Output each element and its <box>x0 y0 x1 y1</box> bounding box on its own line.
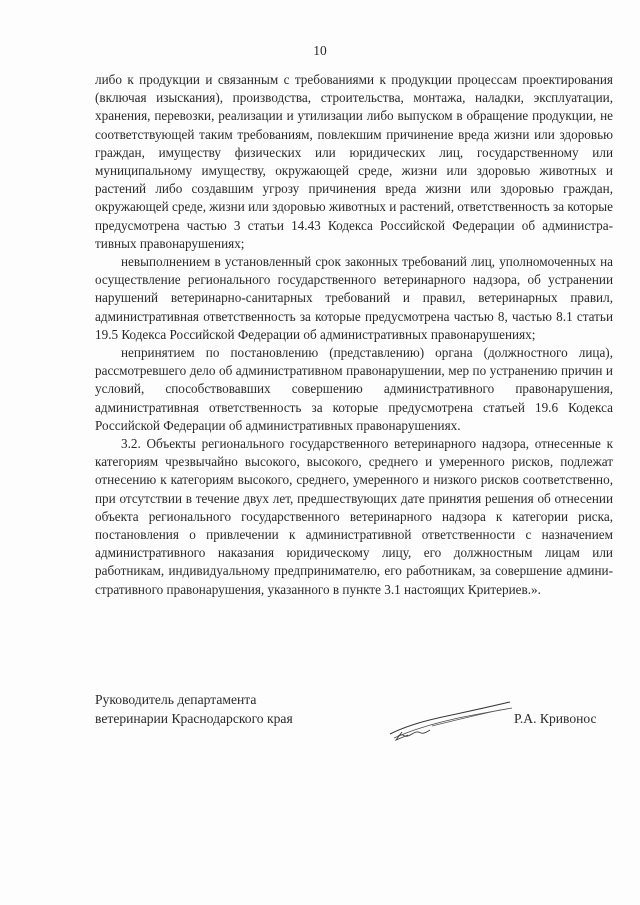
paragraph-3-2: 3.2. Объекты регионального государственного ветеринарного надзора, отнесенные к категориям чрезвычайно высокого, высокого, среднего и умеренного рисков, подлежат отнесению к категориям высокого, среднего, умеренного и низкого рисков соответственно, при отсутствии в течение двух лет, предшествующих дате принятия решения об отнесении объекта регионального государственного ветеринарного надзора к категории риска, постановления о привлечении к административной ответственности с назначением административного наказания юридическому лицу, его должностным лицам или работникам, индивидуальному предпринимателю, его работникам, за совершение административного правонарушения, указанного в пункте 3.1 настоящих Критериев.». <box>95 436 613 597</box>
signatory-title-line2: ветеринарии Краснодарского края <box>95 710 293 726</box>
handwritten-signature <box>372 688 522 748</box>
signatory-name: Р.А. Кривонос <box>514 711 597 726</box>
paragraph-continuation: либо к продукции и связанным с требованиями к продукции процессам проектирования (включая изыскания), производства, строительства, монтажа, наладки, эксплуатации, хранения, перевозки, реализации и утилизации либо выпуском в обращение продукции, не соответствующей таким требованиям, повлекшим причинение вреда жизни или здоровью граждан, имуществу физических или юридических лиц, государственному или муниципальному имуществу, окружающей среде, жизни или здоровью животных и растений либо создавшим угрозу причинения вреда жизни или здоровью граждан, окружающей среде, жизни или здоровью животных и растений, ответственность за которые предусмотрена частью 3 статьи 14.43 Кодекса Российской Федерации об административных правонарушениях; <box>95 72 613 251</box>
signatory-title <box>95 691 293 728</box>
paragraph-failure-to-act: непринятием по постановлению (представлению) органа (должностного лица), рассмотревшего дело об административном правонарушении, мер по устранению причин и условий, способствовавших совершению административного правонарушения, административная ответственность за которые предусмотрена статьей 19.6 Кодекса Российской Федерации об административных правонарушениях. <box>95 345 613 433</box>
page-number: 10 <box>313 43 327 58</box>
paragraph-nonfulfillment: невыполнением в установленный срок законных требований лиц, уполномоченных на осуществление регионального государственного ветеринарного надзора, об устранении нарушений ветеринарно-санитарных требований и правил, ветеринарных правил, административная ответственность за которые предусмотрена частью 8, частью 8.1 статьи 19.5 Кодекса Российской Федерации об административных правонарушениях; <box>95 254 613 342</box>
signatory-title-line1: Руководитель департамента <box>95 692 257 707</box>
document-body <box>95 71 613 599</box>
